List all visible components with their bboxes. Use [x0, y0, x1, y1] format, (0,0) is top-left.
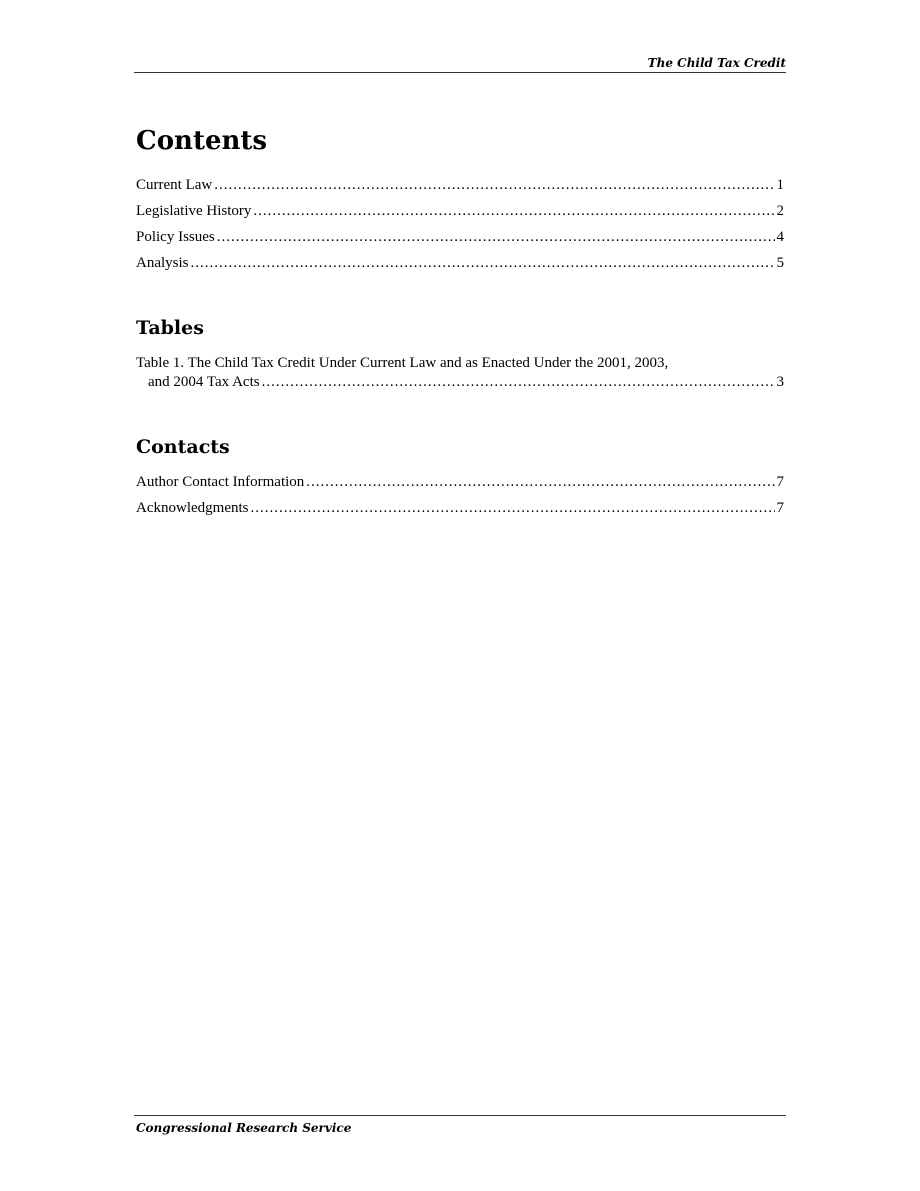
toc-entry-label-line1: Table 1. The Child Tax Credit Under Current Law and as Enacted Under the 2001, 2003, [136, 355, 669, 371]
toc-dot-leader [262, 373, 775, 392]
toc-entry-label: Policy Issues [136, 229, 215, 245]
toc-entry-page: 4 [776, 229, 784, 245]
toc-dot-leader [253, 202, 774, 221]
toc-entry-table-1[interactable] [136, 354, 784, 392]
running-footer-publisher: Congressional Research Service [136, 1121, 352, 1135]
toc-entry-label-line2: and 2004 Tax Acts [148, 374, 260, 390]
tables-heading: Tables [136, 317, 204, 339]
toc-entry-page: 2 [776, 203, 784, 219]
toc-entry-label: Acknowledgments [136, 500, 249, 516]
toc-entry-page: 7 [776, 500, 784, 516]
tables-list [136, 354, 784, 392]
toc-dot-leader [214, 176, 774, 195]
toc-entry-label: Analysis [136, 255, 189, 271]
contacts-heading: Contacts [136, 436, 230, 458]
toc-dot-leader [306, 473, 774, 492]
contents-heading: Contents [136, 126, 268, 156]
toc-dot-leader [217, 228, 775, 247]
toc-entry-label: Author Contact Information [136, 474, 305, 490]
toc-dot-leader [250, 499, 774, 518]
toc-entry-page: 5 [776, 255, 784, 271]
toc-entry-label: Legislative History [136, 203, 252, 219]
contents-list [136, 176, 784, 280]
toc-entry-page: 7 [776, 474, 784, 490]
toc-entry-page: 3 [776, 374, 784, 390]
contacts-list [136, 473, 784, 525]
toc-entry-current-law[interactable] [136, 176, 784, 202]
footer-divider [134, 1115, 786, 1116]
header-divider [134, 72, 786, 73]
toc-entry-author-contact-information[interactable] [136, 473, 784, 499]
running-header-title: The Child Tax Credit [647, 56, 786, 70]
toc-entry-policy-issues[interactable] [136, 228, 784, 254]
toc-entry-acknowledgments[interactable] [136, 499, 784, 525]
toc-dot-leader [191, 254, 775, 273]
toc-entry-analysis[interactable] [136, 254, 784, 280]
toc-entry-page: 1 [776, 177, 784, 193]
toc-entry-label: Current Law [136, 177, 213, 193]
toc-entry-legislative-history[interactable] [136, 202, 784, 228]
